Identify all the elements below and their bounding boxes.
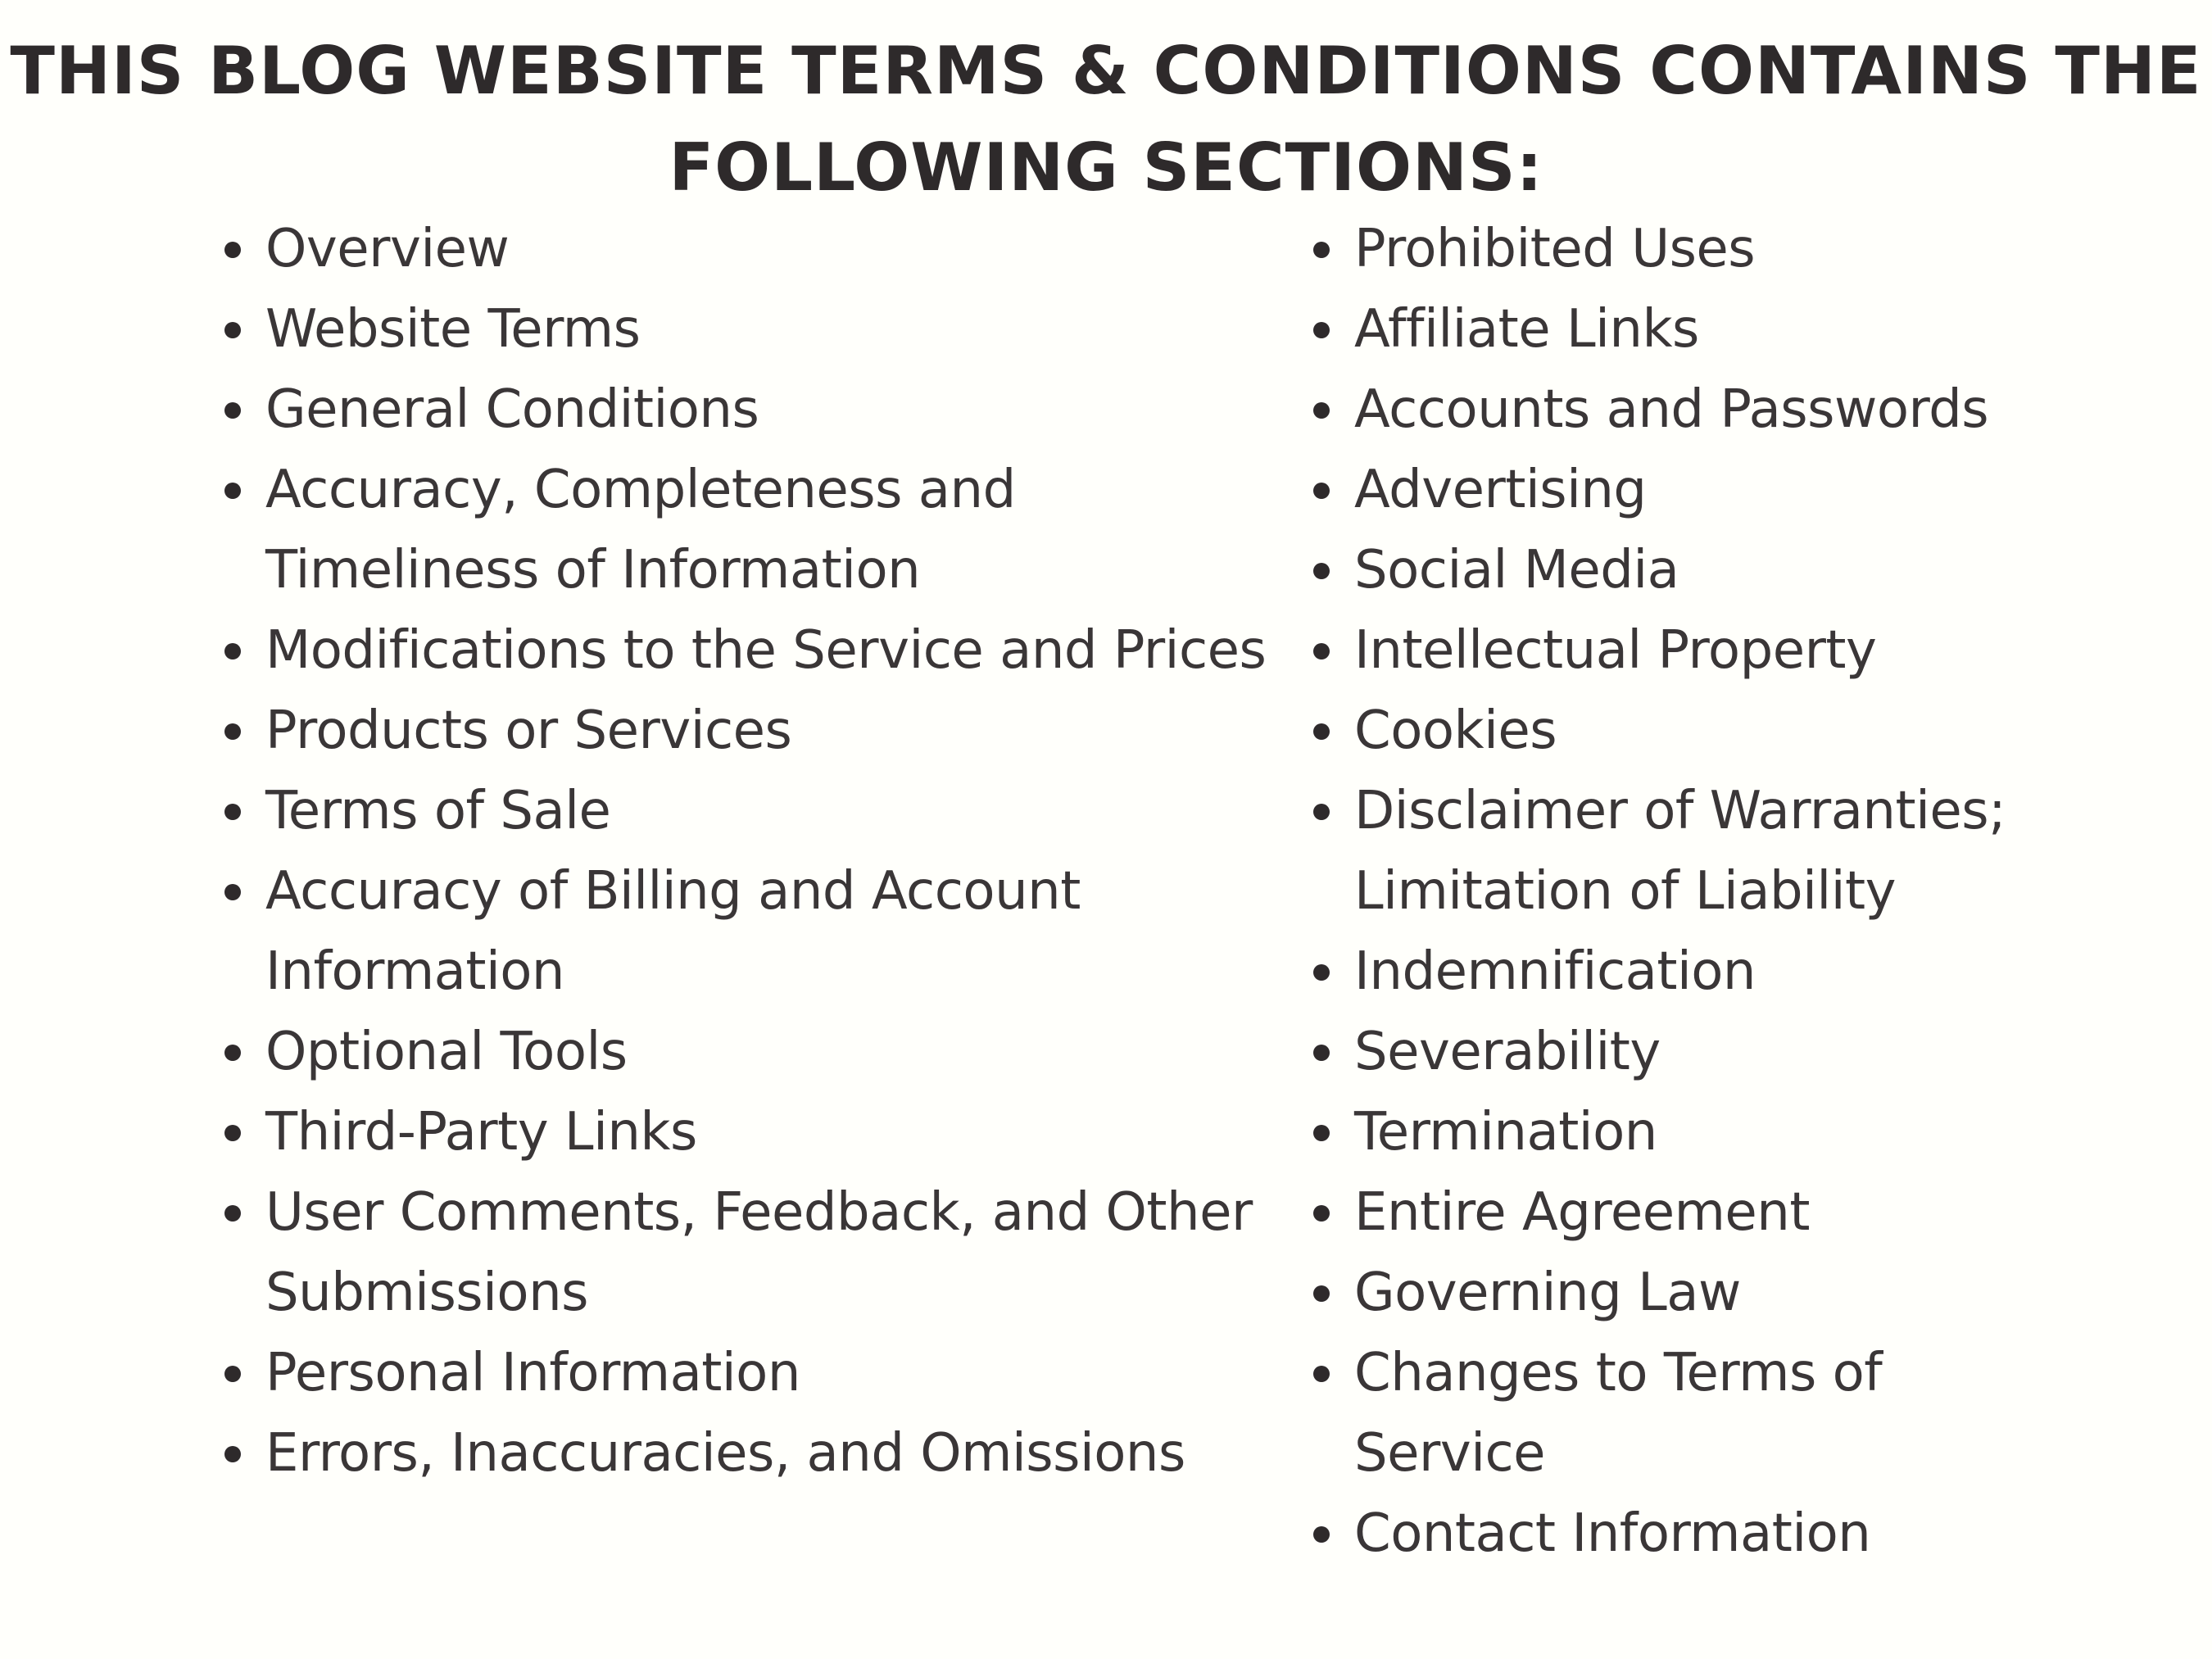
bullet-icon: [224, 242, 241, 258]
bullet-icon: [224, 402, 241, 419]
bullet-icon: [224, 483, 241, 499]
list-item-text: Disclaimer of Warranties;: [1354, 781, 2006, 841]
sections-list-left: [265, 209, 1330, 1494]
list-item: [1354, 1092, 2173, 1172]
list-item-text: Governing Law: [1354, 1262, 1741, 1323]
bullet-icon: [1313, 643, 1330, 660]
list-item-text: Affiliate Links: [1354, 299, 1699, 360]
bullet-icon: [1313, 964, 1330, 981]
list-item-text: User Comments, Feedback, and Other: [265, 1182, 1253, 1243]
list-item-text: Modifications to the Service and Prices: [265, 620, 1267, 681]
list-item: [1354, 1333, 2173, 1494]
list-item-text: Indemnification: [1354, 941, 1756, 1002]
bullet-icon: [224, 1446, 241, 1462]
list-item-text: Intellectual Property: [1354, 620, 1877, 681]
list-item-text: Information: [265, 941, 564, 1002]
list-item-text: Cookies: [1354, 700, 1557, 761]
bullet-icon: [1313, 1045, 1330, 1061]
list-item: [1354, 1494, 2173, 1574]
list-item-text: Service: [1354, 1423, 1546, 1484]
list-item: [265, 1172, 1330, 1333]
list-item: [265, 771, 1330, 851]
list-item-text: Optional Tools: [265, 1022, 628, 1082]
list-item: [265, 1413, 1330, 1494]
bullet-icon: [224, 322, 241, 338]
bullet-icon: [1313, 1125, 1330, 1141]
list-item: [1354, 530, 2173, 610]
list-item-text: Website Terms: [265, 299, 641, 360]
page-title-line-1: THIS BLOG WEBSITE TERMS & CONDITIONS CONTAINS THE: [10, 33, 2202, 109]
list-item-text: Termination: [1354, 1102, 1657, 1163]
bullet-icon: [1313, 1205, 1330, 1222]
list-item: [1354, 289, 2173, 369]
list-item-text: Changes to Terms of: [1354, 1343, 1883, 1403]
list-item: [1354, 931, 2173, 1012]
list-item: [265, 209, 1330, 289]
list-item: [1354, 450, 2173, 530]
list-item: [265, 1012, 1330, 1092]
list-item: [1354, 1253, 2173, 1333]
list-item-text: Advertising: [1354, 460, 1647, 520]
list-item: [1354, 1172, 2173, 1253]
list-item: [1354, 1012, 2173, 1092]
list-item: [1354, 691, 2173, 771]
list-item-text: Limitation of Liability: [1354, 861, 1896, 922]
bullet-icon: [1313, 242, 1330, 258]
list-item: [265, 1092, 1330, 1172]
list-item-text: Accuracy of Billing and Account: [265, 861, 1081, 922]
list-item: [265, 610, 1330, 691]
bullet-icon: [1313, 1366, 1330, 1382]
bullet-icon: [1313, 322, 1330, 338]
bullet-icon: [224, 1205, 241, 1222]
list-item-text: Entire Agreement: [1354, 1182, 1810, 1243]
bullet-icon: [1313, 723, 1330, 740]
bullet-icon: [224, 884, 241, 900]
list-item: [265, 691, 1330, 771]
list-item-text: General Conditions: [265, 379, 759, 440]
bullet-icon: [224, 643, 241, 660]
bullet-icon: [1313, 483, 1330, 499]
list-item-text: Social Media: [1354, 540, 1679, 601]
page-title: [0, 23, 2212, 216]
bullet-icon: [1313, 804, 1330, 820]
list-item-text: Accuracy, Completeness and: [265, 460, 1016, 520]
list-item: [265, 450, 1330, 610]
bullet-icon: [1313, 1526, 1330, 1543]
list-item-text: Errors, Inaccuracies, and Omissions: [265, 1423, 1185, 1484]
list-item: [265, 369, 1330, 450]
bullet-icon: [224, 1045, 241, 1061]
list-item-text: Contact Information: [1354, 1503, 1871, 1564]
list-item-text: Prohibited Uses: [1354, 219, 1756, 279]
list-item: [265, 289, 1330, 369]
bullet-icon: [224, 1125, 241, 1141]
list-item-text: Personal Information: [265, 1343, 800, 1403]
sections-list-right: [1354, 209, 2173, 1574]
list-item: [265, 851, 1330, 1012]
bullet-icon: [224, 804, 241, 820]
list-item-text: Third-Party Links: [265, 1102, 697, 1163]
bullet-icon: [1313, 563, 1330, 579]
list-item: [265, 1333, 1330, 1413]
list-item: [1354, 369, 2173, 450]
list-item-text: Overview: [265, 219, 510, 279]
page-title-line-2: FOLLOWING SECTIONS:: [669, 129, 1543, 206]
list-item: [1354, 209, 2173, 289]
list-item-text: Timeliness of Information: [265, 540, 921, 601]
list-item-text: Terms of Sale: [265, 781, 611, 841]
bullet-icon: [1313, 402, 1330, 419]
list-item: [1354, 771, 2173, 931]
list-item-text: Accounts and Passwords: [1354, 379, 1989, 440]
bullet-icon: [1313, 1285, 1330, 1302]
bullet-icon: [224, 1366, 241, 1382]
list-item-text: Severability: [1354, 1022, 1661, 1082]
bullet-icon: [224, 723, 241, 740]
list-item-text: Submissions: [265, 1262, 588, 1323]
list-item-text: Products or Services: [265, 700, 792, 761]
list-item: [1354, 610, 2173, 691]
